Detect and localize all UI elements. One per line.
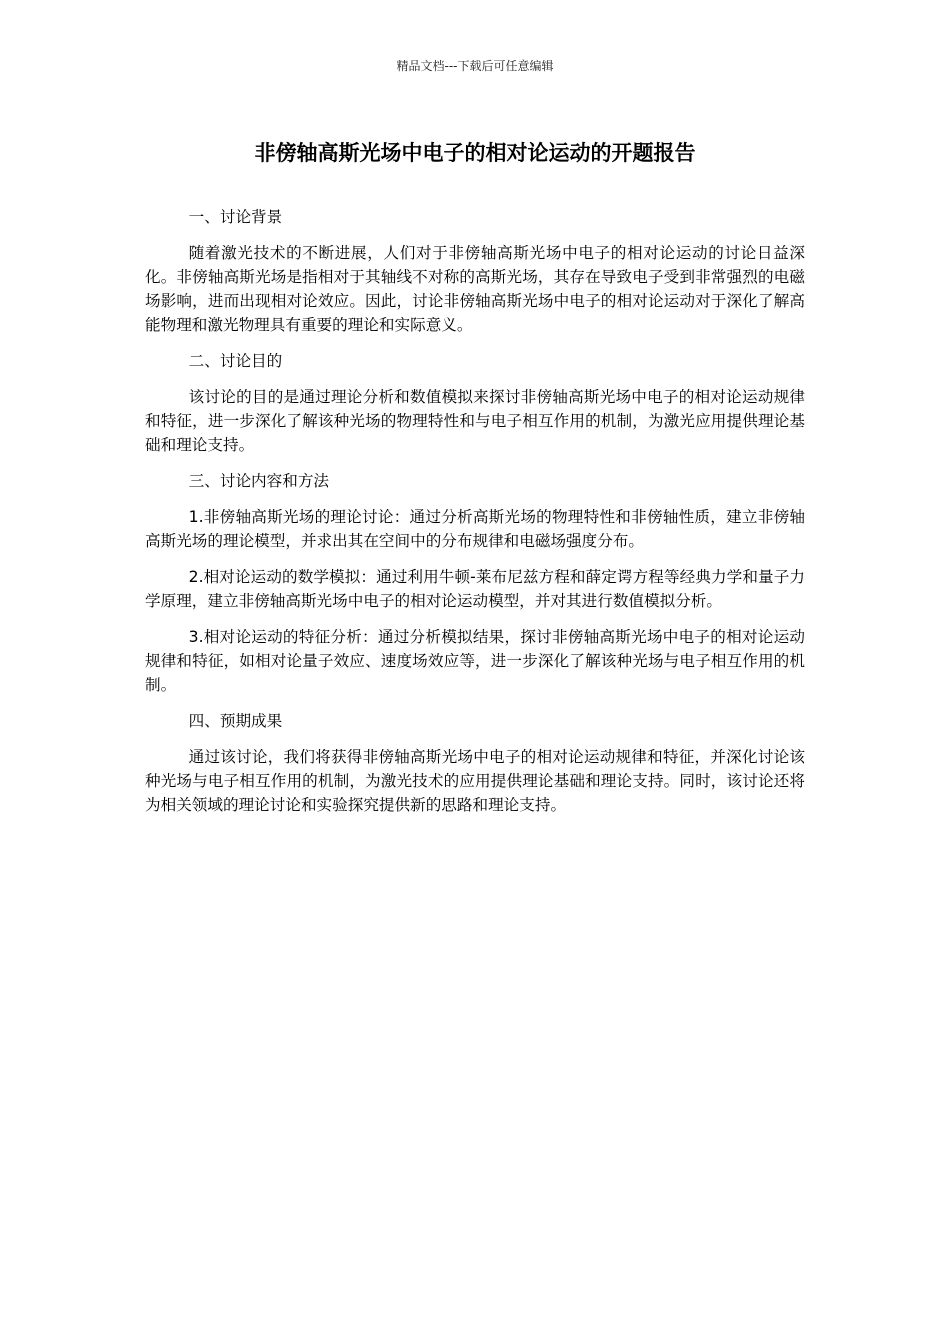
document-title: 非傍轴高斯光场中电子的相对论运动的开题报告 bbox=[254, 141, 696, 165]
method-item-simulation: 2.相对论运动的数学模拟：通过利用牛顿-莱布尼兹方程和薛定谔方程等经典力学和量子力学原理，建立非傍轴高斯光场中电子的相对论运动模型，并对其进行数值模拟分析。 bbox=[145, 568, 805, 610]
expected-results-paragraph: 通过该讨论，我们将获得非傍轴高斯光场中电子的相对论运动规律和特征，并深化讨论该种光场与电子相互作用的机制，为激光技术的应用提供理论基础和理论支持。同时，该讨论还将为相关领域的理论讨论和实验探究提供新的思路和理论支持。 bbox=[145, 748, 805, 814]
method-item-theory: 1.非傍轴高斯光场的理论讨论：通过分析高斯光场的物理特性和非傍轴性质，建立非傍轴高斯光场的理论模型，并求出其在空间中的分布规律和电磁场强度分布。 bbox=[145, 508, 805, 550]
section-heading-purpose: 二、讨论目的 bbox=[188, 352, 283, 370]
section-heading-background: 一、讨论背景 bbox=[188, 208, 283, 226]
method-item-analysis: 3.相对论运动的特征分析：通过分析模拟结果，探讨非傍轴高斯光场中电子的相对论运动规律和特征，如相对论量子效应、速度场效应等，进一步深化了解该种光场与电子相互作用的机制。 bbox=[145, 628, 805, 694]
purpose-paragraph: 该讨论的目的是通过理论分析和数值模拟来探讨非傍轴高斯光场中电子的相对论运动规律和特征，进一步深化了解该种光场的物理特性和与电子相互作用的机制，为激光应用提供理论基础和理论支持。 bbox=[145, 388, 805, 454]
header-note: 精品文档---下载后可任意编辑 bbox=[396, 59, 554, 73]
background-paragraph: 随着激光技术的不断进展，人们对于非傍轴高斯光场中电子的相对论运动的讨论日益深化。非傍轴高斯光场是指相对于其轴线不对称的高斯光场，其存在导致电子受到非常强烈的电磁场影响，进而出现相对论效应。因此，讨论非傍轴高斯光场中电子的相对论运动对于深化了解高能物理和激光物理具有重要的理论和实际意义。 bbox=[145, 244, 805, 334]
section-heading-content-methods: 三、讨论内容和方法 bbox=[188, 472, 330, 490]
document-body bbox=[145, 205, 805, 829]
section-heading-expected-results: 四、预期成果 bbox=[188, 712, 283, 730]
